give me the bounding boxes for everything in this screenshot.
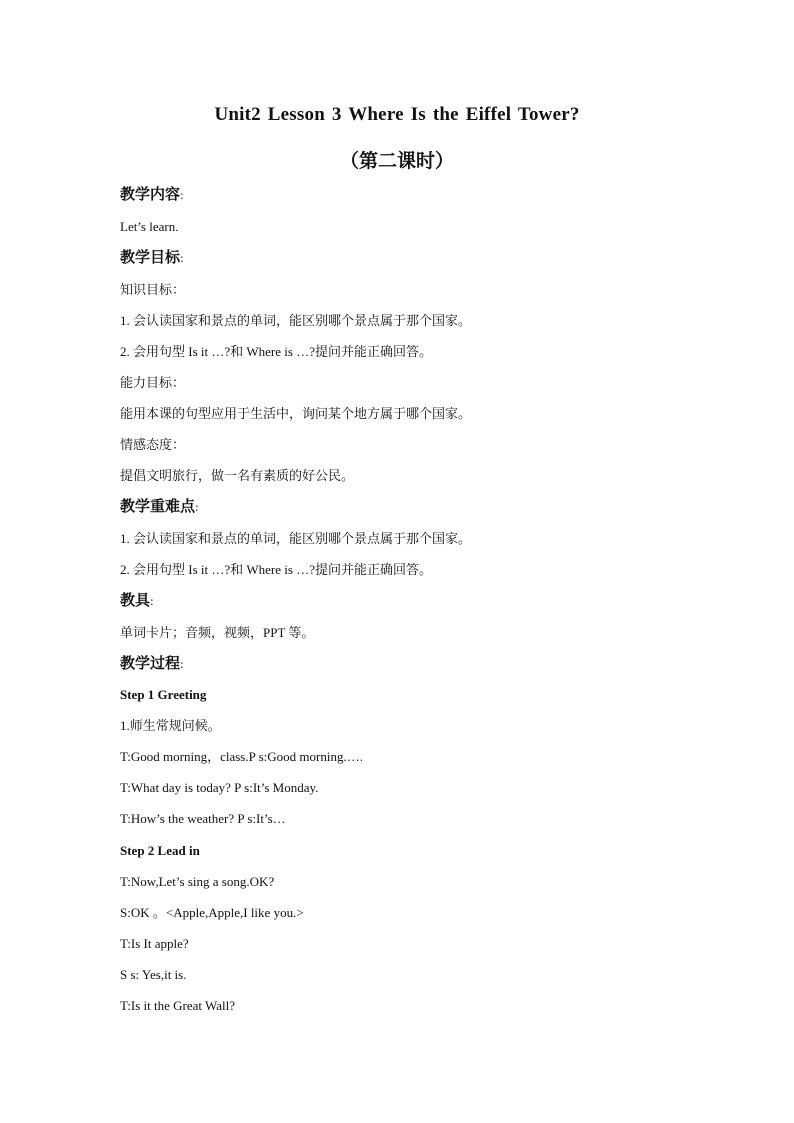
knowledge-item-2: 2. 会用句型 Is it …?和 Where is …?提问并能正确回答。 (120, 344, 432, 359)
step-2-line-1: T:Now,Let’s sing a song.OK? (120, 874, 275, 889)
page-subtitle: （第二课时） (339, 151, 454, 172)
heading-colon: : (180, 189, 184, 202)
step-2-line-3: T:Is It apple? (120, 936, 189, 951)
step-1-line-3: T:What day is today? P s:It’s Monday. (120, 780, 319, 795)
section-heading-process (120, 654, 184, 674)
heading-colon: : (195, 501, 199, 514)
ability-text: 能用本课的句型应用于生活中，询问某个地方属于哪个国家。 (120, 406, 472, 421)
page-title: Unit2 Lesson 3 Where Is the Eiffel Tower? (214, 104, 580, 125)
step-2-line-5: T:Is it the Great Wall? (120, 998, 236, 1013)
content-text: Let’s learn. (120, 219, 179, 234)
tools-text: 单词卡片；音频，视频，PPT 等。 (120, 625, 315, 640)
step-1-line-1: 1.师生常规问候。 (120, 718, 221, 733)
section-heading-tools (120, 591, 154, 611)
section-heading-key-points (120, 497, 199, 517)
key-point-1: 1. 会认读国家和景点的单词，能区别哪个景点属于那个国家。 (120, 531, 472, 546)
step-2-heading: Step 2 Lead in (120, 843, 200, 858)
heading-colon: : (150, 595, 154, 608)
section-heading-content (120, 185, 184, 205)
heading-text: 教学过程 (120, 654, 181, 672)
heading-text: 教学内容 (120, 185, 181, 203)
knowledge-label: 知识目标： (120, 282, 186, 297)
step-1-line-2: T:Good morning，class.P s:Good morning.…. (120, 749, 363, 764)
knowledge-item-1: 1. 会认读国家和景点的单词，能区别哪个景点属于那个国家。 (120, 313, 472, 328)
heading-text: 教学目标 (120, 248, 181, 266)
ability-label: 能力目标： (120, 375, 186, 390)
emotion-label: 情感态度： (120, 437, 186, 452)
step-2-line-4: S s: Yes,it is. (120, 967, 187, 982)
section-heading-goals (120, 248, 184, 268)
step-1-heading: Step 1 Greeting (120, 687, 207, 702)
heading-text: 教学重难点 (120, 497, 196, 515)
step-2-line-2: S:OK 。<Apple,Apple,I like you.> (120, 905, 304, 920)
heading-text: 教具 (120, 591, 151, 609)
key-point-2: 2. 会用句型 Is it …?和 Where is …?提问并能正确回答。 (120, 562, 432, 577)
step-1-line-4: T:How’s the weather? P s:It’s… (120, 811, 286, 826)
emotion-text: 提倡文明旅行，做一名有素质的好公民。 (120, 468, 355, 483)
heading-colon: : (180, 252, 184, 265)
heading-colon: : (180, 658, 184, 671)
